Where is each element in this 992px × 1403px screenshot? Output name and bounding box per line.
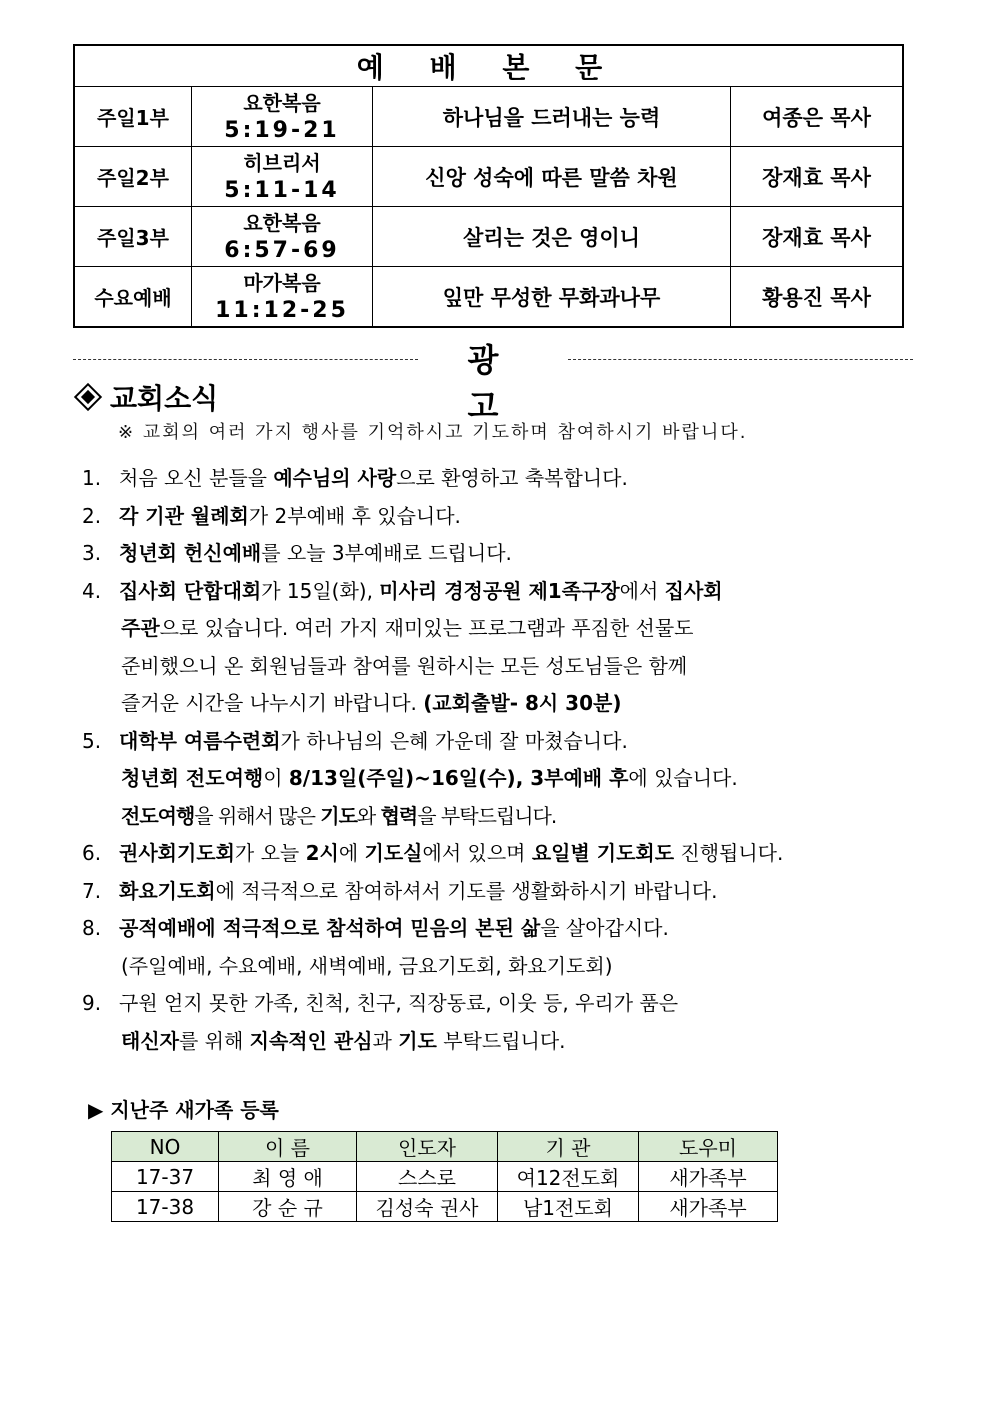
table-cell: 새가족부 [639, 1162, 778, 1192]
sermon-title: 살리는 것은 영이니 [373, 207, 731, 267]
list-item-continued: 전도여행을 위해서 많은 기도와 협력을 부탁드립니다. [121, 803, 557, 828]
church-news-heading [76, 377, 218, 417]
list-item: 2. 각 기관 월례회가 2부예배 후 있습니다. [82, 503, 461, 528]
worship-row [74, 147, 903, 207]
book-name: 요한복음 [243, 210, 321, 235]
sermon-title: 신앙 성숙에 따른 말씀 차원 [373, 147, 731, 207]
list-item: 1. 처음 오신 분들을 예수님의 사랑으로 환영하고 축복합니다. [82, 466, 628, 490]
column-header: NO [112, 1132, 219, 1162]
list-item: 4. 집사회 단합대회가 15일(화), 미사리 경정공원 제1족구장에서 집사회 [82, 578, 723, 603]
pastor-name: 장재효 목사 [731, 147, 904, 207]
dashed-divider [568, 359, 913, 360]
church-news-note: ※ 교회의 여러 가지 행사를 기억하시고 기도하며 참여하시기 바랍니다. [118, 422, 748, 443]
book-name: 히브리서 [243, 150, 321, 175]
list-item: 7. 화요기도회에 적극적으로 참여하셔서 기도를 생활화하시기 바랍니다. [82, 878, 718, 903]
scripture-ref [192, 147, 373, 207]
table-cell: 김성숙 권사 [357, 1192, 498, 1222]
verse-range: 5:11-14 [224, 177, 340, 203]
list-item-continued: 주관으로 있습니다. 여러 가지 재미있는 프로그램과 푸짐한 선물도 [121, 616, 694, 640]
new-family-heading: ▶ 지난주 새가족 등록 [88, 1098, 279, 1122]
service-name: 주일2부 [74, 147, 192, 207]
verse-range: 11:12-25 [215, 297, 349, 323]
table-cell: 강 순 규 [219, 1192, 357, 1222]
worship-row [74, 207, 903, 267]
verse-range: 6:57-69 [224, 237, 340, 263]
list-item-continued: 즐거운 시간을 나누시기 바랍니다. (교회출발- 8시 30분) [121, 691, 622, 715]
scripture-ref [192, 267, 373, 328]
list-item-continued: 청년회 전도여행이 8/13일(주일)~16일(수), 3부예배 후에 있습니다. [121, 766, 738, 790]
table-cell: 새가족부 [639, 1192, 778, 1222]
list-item: 3. 청년회 헌신예배를 오늘 3부예배로 드립니다. [82, 541, 512, 565]
list-item-continued: 태신자를 위해 지속적인 관심과 기도 부탁드립니다. [121, 1028, 566, 1053]
service-name: 수요예배 [74, 267, 192, 328]
worship-table-title: 예 배 본 문 [74, 45, 903, 87]
book-name: 마가복음 [243, 270, 321, 295]
table-header-row [112, 1132, 778, 1162]
table-cell: 최 영 애 [219, 1162, 357, 1192]
new-family-table [111, 1131, 778, 1222]
list-item-continued: (주일예배, 수요예배, 새벽예배, 금요기도회, 화요기도회) [121, 953, 613, 978]
table-cell: 17-37 [112, 1162, 219, 1192]
service-name: 주일1부 [74, 87, 192, 147]
verse-range: 5:19-21 [224, 117, 340, 143]
table-row [112, 1162, 778, 1192]
announcement-list [82, 460, 902, 1060]
list-item: 9. 구원 얻지 못한 가족, 친척, 친구, 직장동료, 이웃 등, 우리가 품은 [82, 991, 679, 1015]
worship-row [74, 87, 903, 147]
ads-title: 광 고 [467, 341, 539, 425]
pastor-name: 여종은 목사 [731, 87, 904, 147]
scripture-ref [192, 87, 373, 147]
sermon-title: 하나님을 드러내는 능력 [373, 87, 731, 147]
column-header: 도우미 [639, 1132, 778, 1162]
list-item: 5. 대학부 여름수련회가 하나님의 은혜 가운데 잘 마쳤습니다. [82, 728, 628, 753]
table-cell: 17-38 [112, 1192, 219, 1222]
list-item: 8. 공적예배에 적극적으로 참석하여 믿음의 본된 삶을 살아갑시다. [82, 916, 669, 940]
table-cell: 여12전도회 [498, 1162, 639, 1192]
table-cell: 남1전도회 [498, 1192, 639, 1222]
diamond-bullet-icon [76, 385, 100, 409]
sermon-title: 잎만 무성한 무화과나무 [373, 267, 731, 328]
pastor-name: 장재효 목사 [731, 207, 904, 267]
scripture-ref [192, 207, 373, 267]
service-name: 주일3부 [74, 207, 192, 267]
worship-scripture-table [73, 44, 904, 328]
list-item-continued: 준비했으니 온 회원님들과 참여를 원하시는 모든 성도님들은 함께 [121, 653, 688, 678]
list-item: 6. 권사회기도회가 오늘 2시에 기도실에서 있으며 요일별 기도회도 진행됩니다. [82, 841, 784, 865]
table-row [112, 1192, 778, 1222]
column-header: 인도자 [357, 1132, 498, 1162]
dashed-divider [73, 359, 418, 360]
column-header: 기 관 [498, 1132, 639, 1162]
column-header: 이 름 [219, 1132, 357, 1162]
church-news-title: 교회소식 [110, 382, 219, 415]
worship-row [74, 267, 903, 328]
book-name: 요한복음 [243, 90, 321, 115]
pastor-name: 황용진 목사 [731, 267, 904, 328]
table-cell: 스스로 [357, 1162, 498, 1192]
